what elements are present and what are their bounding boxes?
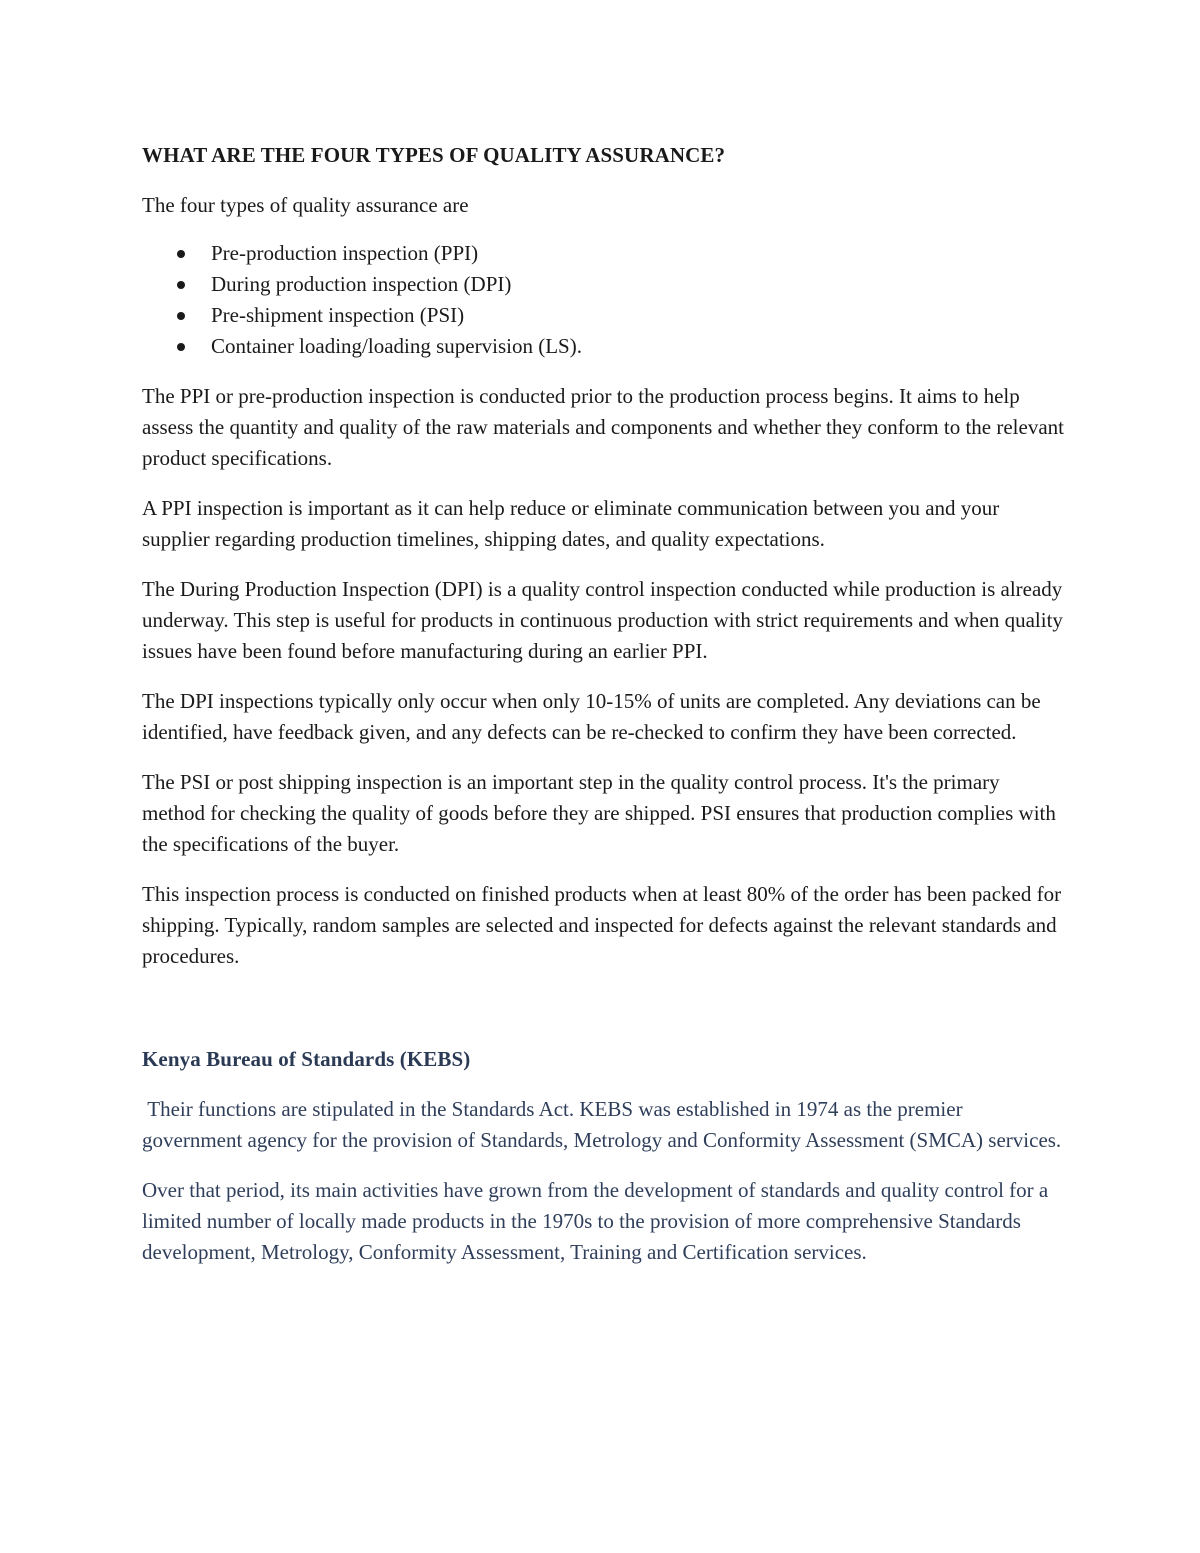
paragraph-dpi: The During Production Inspection (DPI) is a quality control inspection conducted while production is already underway. This step is useful for products in continuous production with strict requirements and when quality issues have been found before manufacturing during an earlier PPI. bbox=[142, 577, 1063, 663]
quality-assurance-types-list bbox=[142, 238, 1067, 362]
paragraph-kebs-activities: Over that period, its main activities have grown from the development of standards and quality control for a limited number of locally made products in the 1970s to the provision of more comprehensive Standards development, Metrology, Conformity Assessment, Training and Certification services. bbox=[142, 1178, 1049, 1264]
paragraph-ppi: The PPI or pre-production inspection is conducted prior to the production process begins. It aims to help assess the quantity and quality of the raw materials and components and whether they conform to the relevant product specifications. bbox=[142, 384, 1064, 470]
kebs-section bbox=[142, 1044, 1067, 1268]
paragraph-dpi-timing: The DPI inspections typically only occur when only 10-15% of units are completed. Any deviations can be identified, have feedback given, and any defects can be re-checked to confirm they have been corrected. bbox=[142, 689, 1041, 744]
section-spacer bbox=[142, 991, 1067, 1044]
paragraph-psi-process: This inspection process is conducted on finished products when at least 80% of the order has been packed for shipping. Typically, random samples are selected and inspected for defects against the relevant standards and procedures. bbox=[142, 882, 1062, 968]
section-heading-quality-assurance: WHAT ARE THE FOUR TYPES OF QUALITY ASSURANCE? bbox=[142, 143, 726, 167]
bullet-icon bbox=[177, 343, 185, 351]
document-page bbox=[142, 140, 1067, 1287]
paragraph-kebs-functions: Their functions are stipulated in the Standards Act. KEBS was established in 1974 as the premier government agency for the provision of Standards, Metrology and Conformity Assessment (SMCA) services. bbox=[142, 1097, 1062, 1152]
bullet-icon bbox=[177, 250, 185, 258]
list-item: Pre-production inspection (PPI) bbox=[142, 238, 1067, 269]
bullet-icon bbox=[177, 312, 185, 320]
bullet-icon bbox=[177, 281, 185, 289]
section-heading-kebs: Kenya Bureau of Standards (KEBS) bbox=[142, 1047, 471, 1071]
list-item: Pre-shipment inspection (PSI) bbox=[142, 300, 1067, 331]
paragraph-ppi-importance: A PPI inspection is important as it can help reduce or eliminate communication between you and your supplier regarding production timelines, shipping dates, and quality expectations. bbox=[142, 496, 1000, 551]
intro-paragraph: The four types of quality assurance are bbox=[142, 193, 469, 217]
list-item: Container loading/loading supervision (LS). bbox=[142, 331, 1067, 362]
list-item: During production inspection (DPI) bbox=[142, 269, 1067, 300]
paragraph-psi: The PSI or post shipping inspection is an important step in the quality control process. It's the primary method for checking the quality of goods before they are shipped. PSI ensures that production complies with the specifications of the buyer. bbox=[142, 770, 1056, 856]
